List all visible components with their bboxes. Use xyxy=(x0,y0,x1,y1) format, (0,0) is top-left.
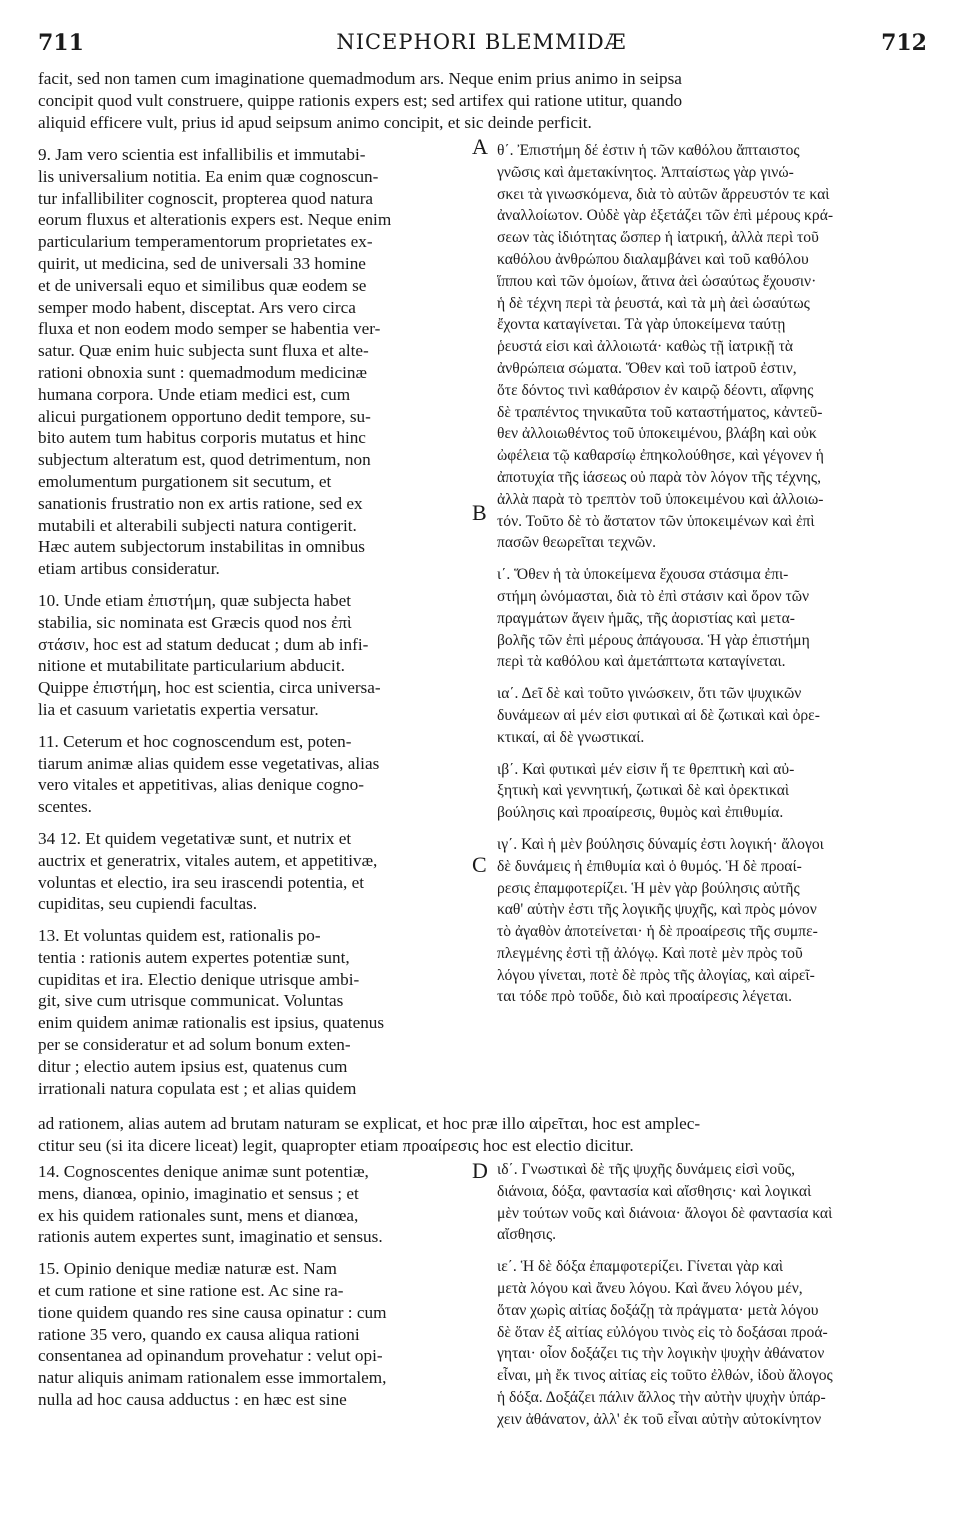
text-line: ξητικὴ καὶ γεννητική, ζωτικαὶ δὲ καὶ ὀρεκτικαὶ xyxy=(497,782,790,800)
paragraph xyxy=(497,834,925,1008)
text-line: ctitur seu (si ita dicere liceat) legit, quapropter etiam προαίρεσις hoc est electio dicitur. xyxy=(38,1136,634,1156)
text-line: et cum ratione et sine ratione est. Ac sine ra- xyxy=(38,1280,344,1300)
text-line: Quippe ἐπιστήμη, hoc est scientia, circa universa- xyxy=(38,678,381,698)
text-line: bito autem tum habitus corporis mutatus et hinc xyxy=(38,428,366,448)
text-line: semper modo habent, disceptat. Ars vero circa xyxy=(38,297,356,317)
text-line: ad rationem, alias autem ad brutam naturam se explicat, et hoc præ illo αἱρεῖται, hoc est amplec- xyxy=(38,1114,701,1133)
page-number-left: 711 xyxy=(38,30,84,56)
paragraph xyxy=(497,683,925,748)
text-line: sanationis frustratio non ex artis ratione, sed ex xyxy=(38,493,363,513)
text-line: ια΄. Δεῖ δὲ καὶ τοῦτο γινώσκειν, ὅτι τῶν ψυχικῶν xyxy=(497,685,802,703)
margin-letter-d: D xyxy=(472,1158,488,1183)
latin-column-upper xyxy=(38,144,468,1109)
text-line: natur aliquis animam rationalem esse immortalem, xyxy=(38,1368,387,1388)
text-line: nitione et mutabilitate particularium abducit. xyxy=(38,656,345,676)
top-continuation-text xyxy=(38,68,924,135)
text-line: βολῆς τῶν ἐπὶ μέρους ἀπάγουσα. Ἡ γὰρ ἐπιστήμη xyxy=(497,631,810,649)
text-line: καθ' αὑτὴν ἐστι τῆς λογικῆς ψυχῆς, καὶ πρὸς μόνον xyxy=(497,901,817,919)
text-line: auctrix et generatrix, vitales autem, et appetitivæ, xyxy=(38,850,378,870)
text-line: subjectum alteratum est, quod detrimentum, non xyxy=(38,450,371,470)
text-line: et de universali equo et similibus quæ eodem se xyxy=(38,275,367,295)
text-line: τόν. Τοῦτο δὲ τὸ ἄστατον τῶν ὑποκειμένων καὶ ἐπὶ xyxy=(497,512,815,530)
text-line: στάσιν, hoc est ad statum deducat ; dum ab infi- xyxy=(38,634,369,654)
page-number-right: 712 xyxy=(881,30,927,56)
text-line: ιβ΄. Καὶ φυτικαὶ μέν εἰσιν ἥ τε θρεπτικὴ καὶ αὐ- xyxy=(497,760,795,778)
paragraph xyxy=(38,1258,468,1411)
text-line: git, sive cum utrisque communicat. Voluntas xyxy=(38,991,344,1011)
text-line: λόγου γίνεται, ποτὲ δὲ πρὸς τῆς ἀλογίας, καὶ αἱρεῖ- xyxy=(497,966,815,984)
text-line: γνῶσις καὶ ἀμετακίνητος. Ἀπταίστως γὰρ γινώ- xyxy=(497,163,794,181)
text-line: ται τόδε πρὸ τοῦδε, διὸ καὶ προαίρεσις λέγεται. xyxy=(497,988,793,1006)
text-line: humana corpora. Unde etiam medici est, cum xyxy=(38,384,351,404)
paragraph xyxy=(38,590,468,721)
text-line: concipit quod vult construere, quippe rationis expers est; sed artifex qui ratione utitur, quando xyxy=(38,91,683,111)
text-line: βούλησις καὶ προαίρεσις, θυμὸς καὶ ἐπιθυμία. xyxy=(497,804,784,822)
text-line: πασῶν θεωρεῖται τεχνῶν. xyxy=(497,534,656,552)
text-line: stabilia, sic nominata est Græcis quod nos ἐπὶ xyxy=(38,612,352,632)
text-line: ἀποτυχία τῆς ἰάσεως οὐ παρὰ τὸν λόγον τῆς τέχνης, xyxy=(497,468,821,486)
text-line: καθόλου ἀνθρώπου διαλαμβάνει καὶ τοῦ καθόλου xyxy=(497,250,809,268)
text-line: rationis autem expertes sunt, imaginatio et sensus. xyxy=(38,1227,383,1247)
text-line: consentanea ad opinandum provehatur : velut opi- xyxy=(38,1346,383,1366)
text-line: ἡ δὲ τέχνη περὶ τὰ ῥευστά, καὶ τὰ μὴ ἀεὶ ὡσαύτως xyxy=(497,294,810,312)
greek-column-lower xyxy=(497,1159,925,1441)
text-line: 13. Et voluntas quidem est, rationalis po- xyxy=(38,926,321,946)
text-line: σκει τὰ γινωσκόμενα, διὰ τὸ αὐτῶν ἄρρευστόν τε καὶ xyxy=(497,185,830,203)
text-line: ἡ δόξα. Δοξάζει πάλιν ἄλλος τὴν αὐτὴν ψυχὴν ὑπάρ- xyxy=(497,1388,826,1406)
text-line: ιε΄. Ἡ δὲ δόξα ἐπαμφοτερίζει. Γίνεται γὰρ καὶ xyxy=(497,1258,784,1276)
text-line: fluxa et non eodem modo semper se habentia ver- xyxy=(38,319,381,339)
greek-column-upper xyxy=(497,140,925,1018)
running-title: NICEPHORI BLEMMIDÆ xyxy=(336,30,627,54)
text-line: scentes. xyxy=(38,797,92,817)
text-line: tione quidem quando res sine causa opinatur : cum xyxy=(38,1302,387,1322)
text-line: στήμη ὠνόμασται, διὰ τὸ ἐπὶ στάσιν καὶ ὅρον τῶν xyxy=(497,587,810,605)
text-line: cupiditas et ira. Electio denique utrisque ambi- xyxy=(38,969,360,989)
paragraph xyxy=(497,759,925,824)
paragraph xyxy=(38,731,468,818)
text-line: tur infallibiliter cognoscit, propterea quod natura xyxy=(38,188,374,208)
text-line: mens, dianœa, opinio, imaginatio et sensus ; et xyxy=(38,1183,359,1203)
text-line: διάνοια, δόξα, φαντασία καὶ αἴσθησις· καὶ λογικαὶ xyxy=(497,1182,812,1200)
text-line: 34 12. Et quidem vegetativæ sunt, et nutrix et xyxy=(38,828,352,848)
text-line: aliquid efficere vult, prius id apud seipsum animo concipit, et sic deinde perficit. xyxy=(38,113,592,133)
text-line: eorum fluxus et alterationis expers est. Neque enim xyxy=(38,210,392,230)
text-line: κτικαί, αἱ δὲ γνωστικαί. xyxy=(497,728,645,746)
text-line: per se consideratur et ad solum bonum exten- xyxy=(38,1035,351,1055)
text-line: εἶναι, μὴ ἔκ τινος αἰτίας εἰς τοῦτο ἐλθών, ἰδοὺ ἄλογος xyxy=(497,1367,833,1385)
text-line: ex his quidem rationales sunt, mens et dianœa, xyxy=(38,1205,359,1225)
text-line: lia et casuum varietatis expertia versatur. xyxy=(38,699,319,719)
text-line: alicui purgationem opportuno dedit tempore, su- xyxy=(38,406,371,426)
text-line: σεων τὰς ἰδιότητας ὥσπερ ἡ ἰατρική, ἀλλὰ περὶ τοῦ xyxy=(497,229,819,247)
text-line: δυνάμεων αἱ μέν εἰσι φυτικαὶ αἱ δὲ ζωτικαὶ καὶ ὀρε- xyxy=(497,706,820,724)
text-line: ἵππου καὶ τῶν ὁμοίων, ἅτινα ἀεὶ ὡσαύτως ἔχουσιν· xyxy=(497,272,817,290)
text-line: 15. Opinio denique mediæ naturæ est. Nam xyxy=(38,1259,337,1279)
paragraph xyxy=(497,1256,925,1430)
latin-column-lower xyxy=(38,1161,468,1421)
text-line: ἀναλλοίωτον. Οὐδὲ γὰρ ἐξετάζει τῶν ἐπὶ μέρους κρά- xyxy=(497,207,834,225)
text-line: mutabili et alterabili subjecti natura contigerit. xyxy=(38,515,357,535)
text-line: tiarum animæ alias quidem esse vegetativas, alias xyxy=(38,753,380,773)
text-line: ιγ΄. Καὶ ἡ μὲν βούλησις δύναμίς ἐστι λογική· ἄλογοι xyxy=(497,835,824,853)
margin-letter-c: C xyxy=(472,852,487,877)
text-line: πραγμάτων ἄγειν ἡμᾶς, τῆς ἀοριστίας καὶ μετα- xyxy=(497,609,795,627)
text-line: ρεσις ἐπαμφοτερίζει. Ἡ μὲν γὰρ βούλησις αὐτῆς xyxy=(497,879,800,897)
text-line: vero vitales et appetitivas, alias denique cogno- xyxy=(38,775,364,795)
middle-full-width-text xyxy=(38,1113,924,1157)
text-line: χειν ἀθάνατον, ἀλλ' ἐκ τοῦ εἶναι αὐτὴν αὐτοκίνητον xyxy=(497,1410,822,1428)
text-line: ὅταν χωρὶς αἰτίας δοξάζῃ τὰ πράγματα· μετὰ λόγου xyxy=(497,1301,819,1319)
text-line: voluntas et electio, ira seu irascendi potentia, et xyxy=(38,872,364,892)
text-line: 14. Cognoscentes denique animæ sunt potentiæ, xyxy=(38,1162,369,1181)
paragraph xyxy=(38,925,468,1099)
text-line: δὲ ὅταν ἐξ αἰτίας εὐλόγου τινὸς εἰς τὸ δοξάσαι προά- xyxy=(497,1323,828,1341)
text-line: ἔχοντα καταγίνεται. Τὰ γὰρ ὑποκείμενα ταύτῃ xyxy=(497,316,786,334)
text-line: ἀνθρώπεια σώματα. Ὅθεν καὶ τοῦ ἰατροῦ ἐστιν, xyxy=(497,359,797,377)
text-line: enim quidem animæ rationalis est ipsius, quatenus xyxy=(38,1013,385,1033)
text-line: πλεγμένης ἐστὶ τῇ ἀλόγῳ. Καὶ ποτὲ μὲν πρὸς τοῦ xyxy=(497,944,803,962)
text-line: αἴσθησις. xyxy=(497,1226,557,1244)
text-line: 10. Unde etiam ἐπιστήμη, quæ subjecta habet xyxy=(38,590,352,610)
margin-letter-a: A xyxy=(472,134,488,159)
running-header xyxy=(0,30,963,64)
text-line: ιδ΄. Γνωστικαὶ δὲ τῆς ψυχῆς δυνάμεις εἰσὶ νοῦς, xyxy=(497,1161,795,1178)
text-line: ditur ; electio autem ipsius est, quatenus cum xyxy=(38,1056,348,1076)
text-line: facit, sed non tamen cum imaginatione quemadmodum ars. Neque enim prius animo in seipsa xyxy=(38,69,682,88)
text-line: lis universalium notitia. Ea enim quæ cognoscun- xyxy=(38,166,379,186)
paragraph xyxy=(38,828,468,915)
text-line: emolumentum purgationem sit secutum, et xyxy=(38,471,332,491)
paragraph xyxy=(497,140,925,554)
text-line: particularium temperamentorum proprietates ex- xyxy=(38,232,373,252)
text-line: θεν ἀλλοιωθέντος τοῦ ὑποκειμένου, βλάβη καὶ οὐκ xyxy=(497,425,817,443)
text-line: θ΄. Ἐπιστήμη δέ ἐστιν ἡ τῶν καθόλου ἄπταιστος xyxy=(497,142,800,159)
text-line: 9. Jam vero scientia est infallibilis et immutabi- xyxy=(38,145,366,164)
text-line: δὲ τραπέντος τηνικαῦτα τοῦ καταστήματος, κἀντεῦ- xyxy=(497,403,823,421)
text-line: 11. Ceterum et hoc cognoscendum est, poten- xyxy=(38,731,352,751)
margin-letter-b: B xyxy=(472,500,487,525)
text-line: ὠφέλεια τῷ καθαρσίῳ ἐπηκολούθησε, καὶ γέγονεν ἡ xyxy=(497,447,824,465)
text-line: etiam artibus consideratur. xyxy=(38,559,220,579)
paragraph xyxy=(38,144,468,580)
paragraph xyxy=(38,1161,468,1248)
text-line: ὅτε δόντος τινὶ καθάρσιον ἐν καιρῷ δέοντι, αἴφνης xyxy=(497,381,814,399)
text-line: cupiditas, seu cupiendi facultas. xyxy=(38,894,258,914)
text-line: ι΄. Ὅθεν ἡ τὰ ὑποκείμενα ἔχουσα στάσιμα ἐπι- xyxy=(497,566,789,584)
text-line: rationi obnoxia sunt : quemadmodum medicinæ xyxy=(38,362,367,382)
text-line: μετὰ λόγου καὶ ἄνευ λόγου. Καὶ ἄνευ λόγου μέν, xyxy=(497,1279,803,1297)
text-line: satur. Quæ enim huic subjecta sunt fluxa et alte- xyxy=(38,341,369,361)
text-line: περὶ τὰ καθόλου καὶ ἀμετάπτωτα καταγίνεται. xyxy=(497,653,786,671)
text-line: τὸ ἀγαθὸν ἀποτείνεται· ἡ δὲ προαίρεσις τῆς συμπε- xyxy=(497,923,818,941)
text-line: μὲν τούτων νοῦς καὶ διάνοια· ἄλογοι δὲ φαντασία καὶ xyxy=(497,1204,833,1222)
paragraph xyxy=(497,1159,925,1246)
text-line: irrationali natura copulata est ; et alias quidem xyxy=(38,1078,357,1098)
text-line: quirit, ut medicina, sed de universali 33 homine xyxy=(38,253,366,273)
text-line: ῥευστά εἰσι καὶ ἀλλοιωτά· καθὼς τῇ ἰατρικῇ τὰ xyxy=(497,338,794,356)
paragraph xyxy=(497,564,925,673)
text-line: γηται· οἷον δοξάζει τις τὴν λογικὴν ψυχὴν ἀθάνατον xyxy=(497,1345,825,1363)
text-line: ratione 35 vero, quando ex causa aliqua rationi xyxy=(38,1324,360,1344)
text-line: ἀλλὰ παρὰ τὸ τρεπτὸν τοῦ ὑποκειμένου καὶ ἀλλοιω- xyxy=(497,490,824,508)
text-line: nulla ad hoc causa adductus : en hæc est sine xyxy=(38,1389,347,1409)
text-line: tentia : rationis autem expertes potentiæ sunt, xyxy=(38,947,350,967)
text-line: δὲ δυνάμεις ἡ ἐπιθυμία καὶ ὁ θυμός. Ἡ δὲ προαί- xyxy=(497,857,802,875)
text-line: Hæc autem subjectorum instabilitas in omnibus xyxy=(38,537,365,557)
